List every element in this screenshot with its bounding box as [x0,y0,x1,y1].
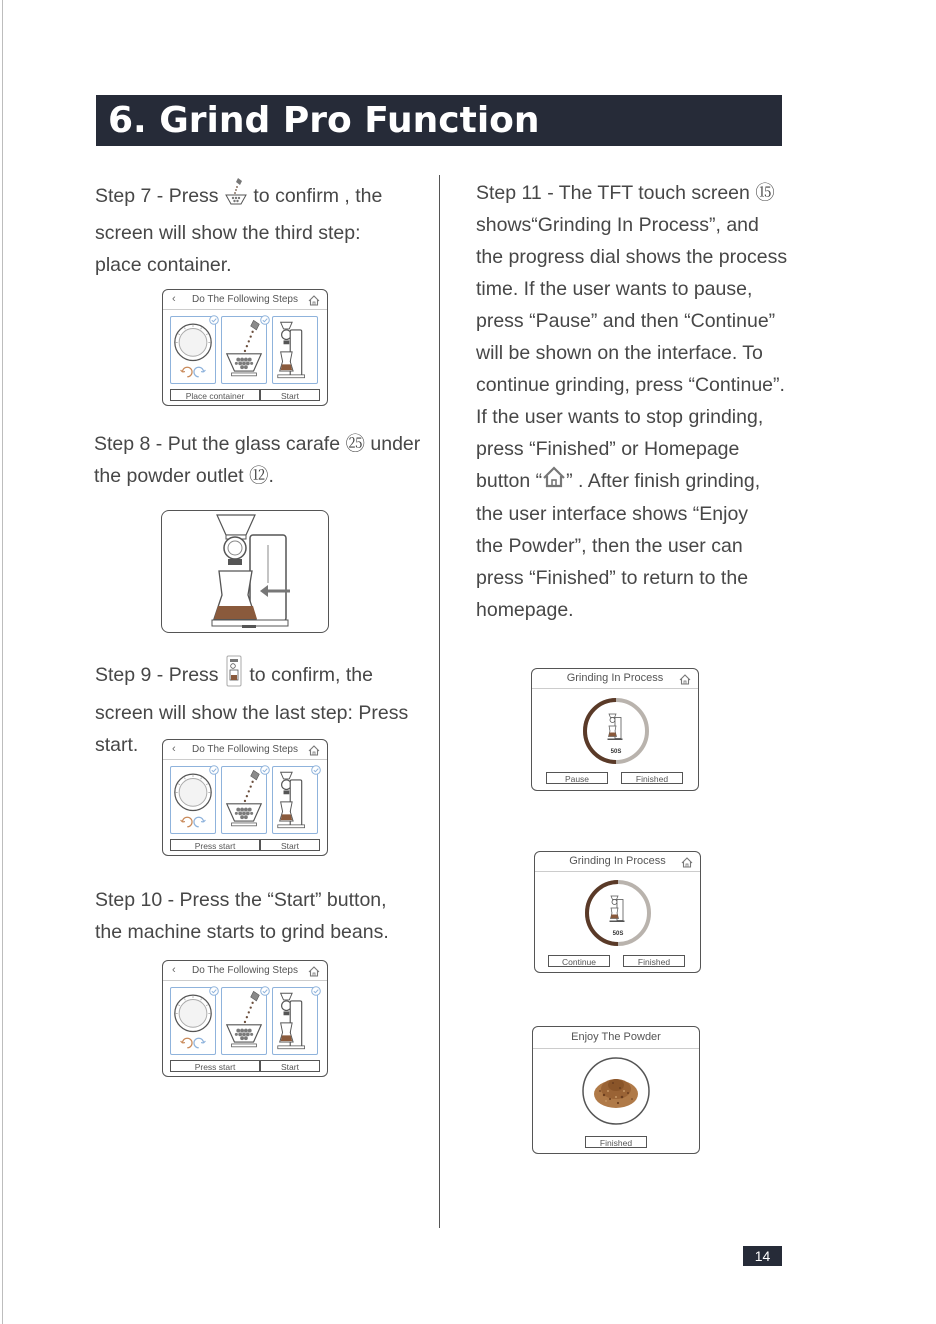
step-7-line-2: screen will show the third step: [95,222,361,244]
container-step-tile [221,316,267,384]
container-step-tile [221,987,267,1055]
check-icon [260,762,270,780]
machine-step-tile [272,987,318,1055]
check-icon [260,983,270,1001]
panel-header-title: Do The Following Steps [192,294,298,305]
machine-confirm-icon [224,655,244,697]
screen-header [533,1027,699,1049]
panel-header [163,961,327,981]
step-7-line-3: place container. [95,254,232,276]
screen-header-title: Grinding In Process [566,672,664,684]
step-11-line-2: shows“Grinding In Process”, and [476,214,759,236]
home-icon[interactable] [308,965,320,984]
step-11-line-14: homepage. [476,598,574,621]
home-icon [542,466,566,498]
enjoy-powder-screen [532,1026,700,1154]
panel-header [163,740,327,760]
panel-header-title: Do The Following Steps [192,744,298,755]
step-11-line-10-suffix: ” . After finish grinding, [566,470,761,492]
step-11-line-4: time. If the user wants to pause, [476,278,753,300]
steps-panel-start-grinding [162,960,328,1077]
dial-time-label: 50S [612,931,624,937]
finished-button[interactable]: Finished [621,772,683,784]
step-9-line-3: start. [95,734,139,756]
step-11-line-5: press “Pause” and then “Continue” [476,310,776,332]
home-icon[interactable] [679,673,691,692]
step-7-suffix: to confirm , the [247,185,383,208]
home-icon[interactable] [308,744,320,763]
step-11-line-8: If the user wants to stop grinding, [476,406,764,428]
machine-carafe-illustration [161,510,329,633]
container-step-tile [221,766,267,834]
check-icon [209,762,219,780]
page-title: 6. Grind Pro Function [96,95,782,146]
start-button[interactable]: Start [260,1060,320,1072]
page-number: 14 [743,1246,782,1266]
press-start-button[interactable]: Press start [170,839,260,851]
step-11-line-12: the Powder”, then the user can [476,534,743,557]
step-11-line-7: continue grinding, press “Continue”. [476,374,785,396]
press-start-button[interactable]: Press start [170,1060,260,1072]
grinding-screen-continue [534,851,701,973]
step-7-prefix: Step 7 - Press [95,185,224,208]
column-divider [439,175,440,1228]
step-10-line-2: the machine starts to grind beans. [95,921,389,943]
start-button[interactable]: Start [260,839,320,851]
dial-step-tile [170,766,216,834]
step-8-line-1: Step 8 - Put the glass carafe ㉕ under [94,433,421,455]
finished-button[interactable]: Finished [623,955,685,967]
screen-header-title: Grinding In Process [569,855,666,867]
step-11-line-6: will be shown on the interface. To [476,342,763,364]
check-icon [260,312,270,330]
home-icon[interactable] [308,294,320,313]
panel-header [163,290,327,310]
step-11-line-1: Step 11 - The TFT touch screen ⑮ [476,182,775,204]
step-10-line-1: Step 10 - Press the “Start” button, [95,889,387,911]
home-icon[interactable] [681,856,693,875]
step-11-text [476,177,806,626]
step-9-line-2: screen will show the last step: Press [95,702,409,724]
page-edge-line [2,0,3,1324]
bowl-confirm-icon [224,177,248,217]
machine-step-tile [272,766,318,834]
step-11-line-3: the progress dial shows the process [476,246,788,268]
back-arrow-icon[interactable]: ‹ [172,293,176,305]
check-icon [209,312,219,330]
dial-step-tile [170,987,216,1055]
pause-button[interactable]: Pause [546,772,608,784]
screen-header [532,669,698,689]
step-8-line-2: the powder outlet ⑫. [94,465,274,487]
step-8-text [94,428,434,492]
machine-step-tile [272,316,318,384]
step-9-suffix: to confirm, the [243,664,373,687]
step-10-text [95,884,425,948]
dial-time-label: 50S [610,749,622,755]
finished-button[interactable]: Finished [585,1136,647,1148]
screen-header [535,852,700,872]
step-11-line-11: the user interface shows “Enjoy [476,502,749,525]
coffee-powder-image [580,1055,652,1127]
steps-panel-place-container [162,289,328,406]
check-icon [311,762,321,780]
dial-step-tile [170,316,216,384]
grinding-screen-pause [531,668,699,791]
screen-header-title: Enjoy The Powder [571,1031,661,1043]
steps-panel-press-start [162,739,328,856]
progress-dial [580,695,652,767]
back-arrow-icon[interactable]: ‹ [172,743,176,755]
continue-button[interactable]: Continue [548,955,610,967]
check-icon [311,983,321,1001]
step-11-line-9: press “Finished” or Homepage [476,438,740,460]
step-11-line-10-prefix: button “ [476,470,543,492]
step-11-line-13: press “Finished” to return to the [476,566,749,589]
step-9-prefix: Step 9 - Press [95,664,224,687]
back-arrow-icon[interactable]: ‹ [172,964,176,976]
panel-header-title: Do The Following Steps [192,965,298,976]
step-7-text [95,177,425,281]
place-container-button[interactable]: Place container [170,389,260,401]
check-icon [209,983,219,1001]
start-button[interactable]: Start [260,389,320,401]
progress-dial [582,877,654,949]
